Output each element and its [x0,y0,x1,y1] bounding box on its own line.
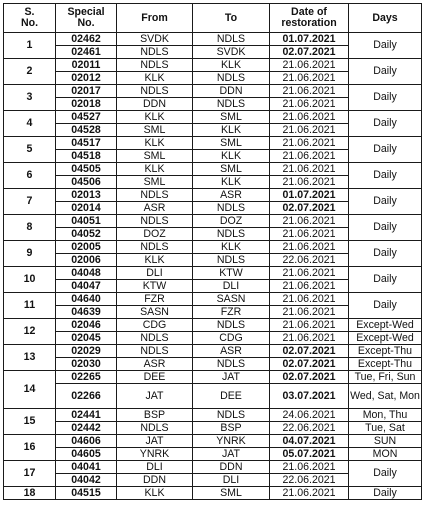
to-station-cell: SML [193,163,270,176]
restoration-date-cell: 21.06.2021 [270,228,349,241]
special-number-cell: 02030 [56,358,117,371]
from-station-cell: NDLS [117,59,193,72]
table-row [4,293,422,306]
serial-number-cell: 12 [4,319,56,345]
special-number-cell: 02005 [56,241,117,254]
table-row [4,384,422,409]
to-station-cell: NDLS [193,228,270,241]
table-row [4,448,422,461]
table-row [4,422,422,435]
days-cell: Daily [349,487,422,500]
header-special-no-line1: Special [67,6,105,18]
from-station-cell: DOZ [117,228,193,241]
special-number-cell: 02017 [56,85,117,98]
to-station-cell: NDLS [193,358,270,371]
special-number-cell: 04527 [56,111,117,124]
table-body [4,33,422,500]
days-cell: Except-Wed [349,319,422,332]
to-station-cell: BSP [193,422,270,435]
restoration-date-cell: 21.06.2021 [270,72,349,85]
header-date [270,4,349,33]
table-row [4,33,422,46]
days-cell: Daily [349,111,422,137]
to-station-cell: NDLS [193,33,270,46]
restoration-date-cell: 21.06.2021 [270,124,349,137]
restoration-date-cell: 01.07.2021 [270,189,349,202]
from-station-cell: SVDK [117,33,193,46]
to-station-cell: NDLS [193,98,270,111]
to-station-cell: YNRK [193,435,270,448]
days-cell: Daily [349,461,422,487]
to-station-cell: KTW [193,267,270,280]
special-number-cell: 02029 [56,345,117,358]
restoration-date-cell: 05.07.2021 [270,448,349,461]
to-station-cell: KLK [193,124,270,137]
from-station-cell: DDN [117,98,193,111]
from-station-cell: NDLS [117,332,193,345]
special-number-cell: 04048 [56,267,117,280]
days-cell: Daily [349,85,422,111]
table-row [4,267,422,280]
table-header [4,4,422,33]
table-row [4,189,422,202]
restoration-date-cell: 02.07.2021 [270,46,349,59]
special-number-cell: 02462 [56,33,117,46]
from-station-cell: DDN [117,474,193,487]
to-station-cell: FZR [193,306,270,319]
special-number-cell: 04528 [56,124,117,137]
table-row [4,358,422,371]
to-station-cell: JAT [193,371,270,384]
to-station-cell: DOZ [193,215,270,228]
restoration-date-cell: 22.06.2021 [270,422,349,435]
from-station-cell: YNRK [117,448,193,461]
serial-number-cell: 7 [4,189,56,215]
restoration-date-cell: 21.06.2021 [270,137,349,150]
from-station-cell: ASR [117,202,193,215]
header-to: To [193,4,270,33]
restoration-date-cell: 21.06.2021 [270,150,349,163]
to-station-cell: SML [193,111,270,124]
to-station-cell: ASR [193,189,270,202]
to-station-cell: KLK [193,150,270,163]
header-date-line1: Date of [291,6,327,18]
to-station-cell: NDLS [193,72,270,85]
header-sno-line1: S. [24,6,35,18]
table-row [4,345,422,358]
to-station-cell: SML [193,487,270,500]
special-number-cell: 04639 [56,306,117,319]
to-station-cell: DDN [193,461,270,474]
serial-number-cell: 10 [4,267,56,293]
header-days: Days [349,4,422,33]
serial-number-cell: 8 [4,215,56,241]
to-station-cell: DDN [193,85,270,98]
days-cell: Except-Thu [349,345,422,358]
restoration-date-cell: 02.07.2021 [270,202,349,215]
restoration-date-cell: 21.06.2021 [270,215,349,228]
restoration-date-cell: 21.06.2021 [270,461,349,474]
to-station-cell: CDG [193,332,270,345]
header-from: From [117,4,193,33]
special-number-cell: 04517 [56,137,117,150]
restoration-date-cell: 21.06.2021 [270,280,349,293]
days-cell: Daily [349,33,422,59]
from-station-cell: SML [117,176,193,189]
table-row [4,59,422,72]
from-station-cell: DLI [117,267,193,280]
table-row [4,85,422,98]
serial-number-cell: 14 [4,371,56,409]
train-restoration-table [3,3,422,500]
restoration-date-cell: 03.07.2021 [270,384,349,409]
special-number-cell: 04505 [56,163,117,176]
restoration-date-cell: 21.06.2021 [270,163,349,176]
from-station-cell: BSP [117,409,193,422]
special-number-cell: 04052 [56,228,117,241]
from-station-cell: JAT [117,384,193,409]
special-number-cell: 02045 [56,332,117,345]
days-cell: Mon, Thu [349,409,422,422]
days-cell: Tue, Fri, Sun [349,371,422,384]
to-station-cell: DEE [193,384,270,409]
from-station-cell: KLK [117,163,193,176]
restoration-date-cell: 21.06.2021 [270,59,349,72]
from-station-cell: NDLS [117,422,193,435]
from-station-cell: DLI [117,461,193,474]
to-station-cell: KLK [193,176,270,189]
restoration-date-cell: 21.06.2021 [270,241,349,254]
to-station-cell: KLK [193,59,270,72]
to-station-cell: NDLS [193,409,270,422]
serial-number-cell: 15 [4,409,56,435]
serial-number-cell: 18 [4,487,56,500]
special-number-cell: 02014 [56,202,117,215]
table-row [4,215,422,228]
serial-number-cell: 1 [4,33,56,59]
to-station-cell: NDLS [193,254,270,267]
special-number-cell: 04515 [56,487,117,500]
table-row [4,332,422,345]
serial-number-cell: 9 [4,241,56,267]
table-row [4,241,422,254]
to-station-cell: NDLS [193,319,270,332]
header-special-no-line2: No. [77,17,95,29]
restoration-date-cell: 21.06.2021 [270,293,349,306]
table-row [4,487,422,500]
to-station-cell: JAT [193,448,270,461]
special-number-cell: 02018 [56,98,117,111]
table-row [4,371,422,384]
serial-number-cell: 5 [4,137,56,163]
header-sno-line2: No. [20,17,39,29]
restoration-date-cell: 21.06.2021 [270,487,349,500]
to-station-cell: SML [193,137,270,150]
days-cell: MON [349,448,422,461]
from-station-cell: NDLS [117,241,193,254]
table-row [4,111,422,124]
days-cell: Daily [349,163,422,189]
from-station-cell: SML [117,150,193,163]
table-row [4,319,422,332]
special-number-cell: 02011 [56,59,117,72]
to-station-cell: SVDK [193,46,270,59]
table-row [4,137,422,150]
table-row [4,435,422,448]
header-row [4,4,422,33]
from-station-cell: NDLS [117,85,193,98]
special-number-cell: 04047 [56,280,117,293]
days-cell: Wed, Sat, Mon [349,384,422,409]
table-row [4,461,422,474]
days-cell: Daily [349,137,422,163]
serial-number-cell: 2 [4,59,56,85]
serial-number-cell: 3 [4,85,56,111]
restoration-date-cell: 22.06.2021 [270,254,349,267]
days-cell: Except-Wed [349,332,422,345]
from-station-cell: DEE [117,371,193,384]
days-cell: Daily [349,293,422,319]
days-cell: Tue, Sat [349,422,422,435]
special-number-cell: 02442 [56,422,117,435]
to-station-cell: SASN [193,293,270,306]
header-date-line2: restoration [281,17,337,29]
special-number-cell: 04042 [56,474,117,487]
restoration-date-cell: 22.06.2021 [270,474,349,487]
special-number-cell: 04041 [56,461,117,474]
serial-number-cell: 11 [4,293,56,319]
restoration-date-cell: 21.06.2021 [270,306,349,319]
restoration-date-cell: 02.07.2021 [270,345,349,358]
header-sno [4,4,56,33]
special-number-cell: 04605 [56,448,117,461]
special-number-cell: 02012 [56,72,117,85]
serial-number-cell: 4 [4,111,56,137]
serial-number-cell: 13 [4,345,56,371]
days-cell: SUN [349,435,422,448]
to-station-cell: NDLS [193,202,270,215]
from-station-cell: NDLS [117,46,193,59]
restoration-date-cell: 01.07.2021 [270,33,349,46]
header-special-no [56,4,117,33]
restoration-date-cell: 02.07.2021 [270,371,349,384]
restoration-date-cell: 21.06.2021 [270,332,349,345]
from-station-cell: JAT [117,435,193,448]
special-number-cell: 04051 [56,215,117,228]
special-number-cell: 04506 [56,176,117,189]
to-station-cell: ASR [193,345,270,358]
days-cell: Daily [349,59,422,85]
days-cell: Daily [349,189,422,215]
from-station-cell: CDG [117,319,193,332]
from-station-cell: KLK [117,137,193,150]
restoration-date-cell: 24.06.2021 [270,409,349,422]
special-number-cell: 02006 [56,254,117,267]
days-cell: Daily [349,241,422,267]
restoration-date-cell: 02.07.2021 [270,358,349,371]
restoration-date-cell: 04.07.2021 [270,435,349,448]
from-station-cell: KLK [117,487,193,500]
serial-number-cell: 17 [4,461,56,487]
from-station-cell: ASR [117,358,193,371]
from-station-cell: KTW [117,280,193,293]
days-cell: Except-Thu [349,358,422,371]
special-number-cell: 02441 [56,409,117,422]
special-number-cell: 02266 [56,384,117,409]
from-station-cell: SML [117,124,193,137]
table-row [4,409,422,422]
special-number-cell: 02046 [56,319,117,332]
restoration-date-cell: 21.06.2021 [270,267,349,280]
to-station-cell: DLI [193,280,270,293]
special-number-cell: 02013 [56,189,117,202]
from-station-cell: NDLS [117,215,193,228]
serial-number-cell: 16 [4,435,56,461]
from-station-cell: SASN [117,306,193,319]
from-station-cell: NDLS [117,345,193,358]
special-number-cell: 02461 [56,46,117,59]
from-station-cell: NDLS [117,189,193,202]
from-station-cell: KLK [117,72,193,85]
special-number-cell: 02265 [56,371,117,384]
from-station-cell: KLK [117,111,193,124]
table-row [4,163,422,176]
days-cell: Daily [349,267,422,293]
special-number-cell: 04518 [56,150,117,163]
special-number-cell: 04606 [56,435,117,448]
restoration-date-cell: 21.06.2021 [270,85,349,98]
to-station-cell: KLK [193,241,270,254]
to-station-cell: DLI [193,474,270,487]
restoration-date-cell: 21.06.2021 [270,319,349,332]
restoration-date-cell: 21.06.2021 [270,98,349,111]
restoration-date-cell: 21.06.2021 [270,111,349,124]
from-station-cell: KLK [117,254,193,267]
serial-number-cell: 6 [4,163,56,189]
special-number-cell: 04640 [56,293,117,306]
from-station-cell: FZR [117,293,193,306]
days-cell: Daily [349,215,422,241]
restoration-date-cell: 21.06.2021 [270,176,349,189]
